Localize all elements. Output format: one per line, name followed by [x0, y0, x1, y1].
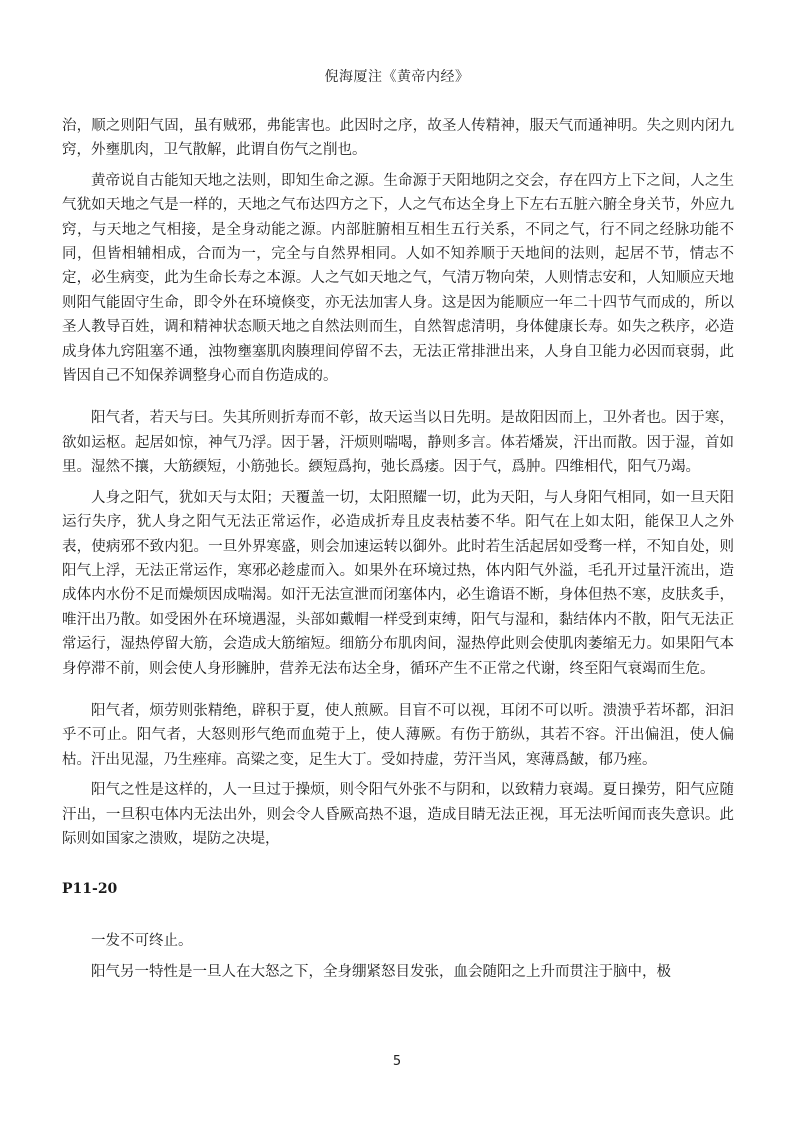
- paragraph-classic-text-2: 阳气者，烦劳则张精绝，辟积于夏，使人煎厥。目盲不可以视，耳闭不可以听。溃溃乎若坏都，汩汩乎不可止。阳气者，大怒则形气绝而血菀于上，使人薄厥。有伤于筋纵，其若不容。汗出偏沮，使人偏枯。汗出见湿，乃生痤痱。高粱之变，足生大丁。受如持虚，劳汗当风，寒薄爲皶，郁乃痤。: [62, 702, 734, 768]
- page-header-title: 倪海厦注《黄帝内经》: [324, 69, 470, 85]
- page-range-marker: P11-20: [62, 881, 118, 898]
- paragraph-commentary-1: 黄帝说自古能知天地之法则，即知生命之源。生命源于天阳地阴之交会，存在四方上下之间，人之生气犹如天地之气是一样的，天地之气布达四方之下，人之气布达全身上下左右五脏六腑全身关节，外应九窍，与天地之气相接，是全身动能之源。内部脏腑相互相生五行关系，不同之气，行不同之经脉功能不同，但皆相辅相成，合而为一，完全与自然界相同。人如不知养顺于天地间的法则，起居不节，情志不定，必生病变，此为生命长寿之本源。人之气如天地之气，气清万物向荣，人则情志安和，人知顺应天地则阳气能固守生命，即令外在环境倏变，亦无法加害人身。这是因为能顺应一年二十四节气而成的，所以圣人教导百姓，调和精神状态顺天地之自然法则而生，自然智虑清明，身体健康长寿。如失之秩序，必造成身体九窍阻塞不通，浊物壅塞肌肉腠理间停留不去，无法正常排泄出来，人身自卫能力必因而衰弱，此皆因自己不知保养调整身心而自伤造成的。: [62, 172, 734, 385]
- paragraph-commentary-2: 人身之阳气，犹如天与太阳；天覆盖一切，太阳照耀一切，此为天阳，与人身阳气相同，如一旦天阳运行失序，犹人身之阳气无法正常运作，必造成折寿且皮表枯萎不华。阳气在上如太阳，能保卫人之外表，使病邪不致内犯。一旦外界寒盛，则会加速运转以御外。此时若生活起居如受骛一样，不知自处，则阳气上浮，无法正常运作，寒邪必趁虚而入。如果外在环境过热，体内阳气外溢，毛孔开过量汗流出，造成体内水份不足而燥烦因成喘渴。如汗无法宣泄而闭塞体内，必生谵语不断，身体但热不寒，皮肤炙手，唯汗出乃散。如受困外在环境遇湿，头部如戴帽一样受到束缚，阳气与湿和，黏结体内不散，阳气无法正常运行，湿热停留大筋，会造成大筋缩短。细筋分布肌肉间，湿热停此则会使肌肉萎缩无力。如果阳气本身停滞不前，则会使人身形臃肿，营养无法布达全身，循环产生不正常之代谢，终至阳气衰竭而生危。: [62, 489, 734, 677]
- paragraph-commentary-4: 阳气另一特性是一旦人在大怒之下，全身绷紧怒目发张，血会随阳之上升而贯注于脑中，极: [91, 963, 671, 980]
- document-body: [62, 114, 734, 984]
- page-number: 5: [392, 1054, 402, 1069]
- paragraph-continuation-2: 一发不可终止。: [91, 933, 193, 950]
- paragraph-classic-text-1: 阳气者，若天与曰。失其所则折寿而不彰，故天运当以日先明。是故阳因而上，卫外者也。因于寒，欲如运枢。起居如惊，神气乃浮。因于暑，汗烦则喘喝，静则多言。体若燔炭，汗出而散。因于湿，首如里。湿然不攘，大筋緛短，小筋弛长。緛短爲拘，弛长爲痿。因于气，爲肿。四维相代，阳气乃竭。: [62, 410, 734, 476]
- paragraph-commentary-3: 阳气之性是这样的，人一旦过于操烦，则令阳气外张不与阴和，以致精力衰竭。夏日操劳，阳气应随汗出，一旦积屯体内无法出外，则会令人昏厥高热不退，造成目睛无法正视，耳无法听闻而丧失意识。此际则如国家之溃败，堤防之决堤，: [62, 782, 734, 847]
- paragraph-continuation: 治，顺之则阳气固，虽有贼邪，弗能害也。此因时之序，故圣人传精神，服天气而通神明。失之则内闭九窍，外壅肌肉，卫气散解，此谓自伤气之削也。: [62, 118, 734, 159]
